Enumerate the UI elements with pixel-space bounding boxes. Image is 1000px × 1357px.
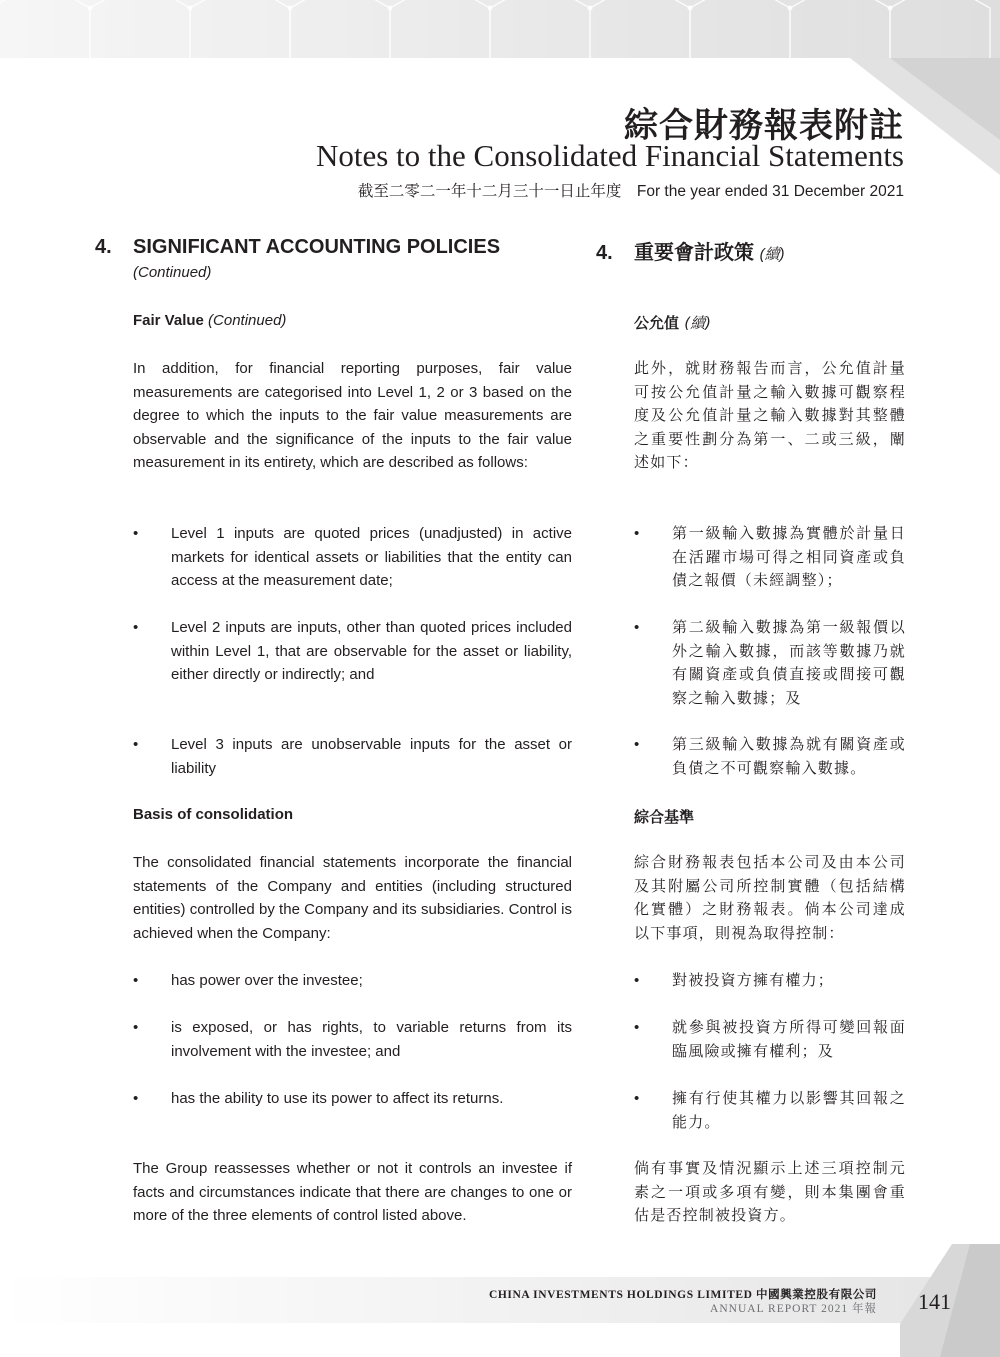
- level-2-text: Level 2 inputs are inputs, other than quoted prices included within Level 1, that are observable for the asset or liability, either directly or indirectly; and: [171, 619, 572, 683]
- basis-of-consolidation-heading: 綜合基準: [634, 808, 695, 826]
- bullet-icon: •: [133, 525, 139, 542]
- section-heading: [95, 236, 500, 259]
- footer-company-name: CHINA INVESTMENTS HOLDINGS LIMITED 中國興業控股有限公司: [488, 1289, 877, 1301]
- basis-intro-paragraph: The consolidated financial statements incorporate the financial statements of the Company and entities (including structured entities) controlled by the Company and its subsidiaries. Control is achieved when the Company:: [133, 854, 572, 942]
- reassess-paragraph: The Group reassesses whether or not it controls an investee if facts and circumstances indicate that there are changes to one or more of the three elements of control listed above.: [133, 1160, 572, 1224]
- section-number: 4.: [95, 236, 112, 258]
- reporting-period: 截至二零二一年十二月三十一日止年度 For the year ended 31 December 2021: [357, 183, 904, 200]
- level-1-text: Level 1 inputs are quoted prices (unadjusted) in active markets for identical assets or liabilities that the entity can access at the measurement date;: [171, 525, 572, 589]
- section-heading: [596, 236, 785, 265]
- bullet-icon: •: [634, 525, 640, 542]
- bullet-icon: •: [133, 972, 139, 989]
- control-item-2-text: 就參與被投資方所得可變回報面臨風險或擁有權利；及: [672, 1018, 906, 1060]
- fair-value-intro-paragraph: In addition, for financial reporting purposes, fair value measurements are categorised into Level 1, 2 or 3 based on the degree to which the inputs to the fair value measurements are observable and the significance of the inputs to the fair value measurement in its entirety, which are described as follows:: [133, 360, 572, 471]
- level-3-text: 第三級輸入數據為就有關資產或負債之不可觀察輸入數據。: [672, 735, 906, 777]
- fair-value-continued-label: (續): [684, 314, 711, 332]
- section-continued-label: (續): [759, 246, 785, 263]
- control-item-3-text: 擁有行使其權力以影響其回報之能力。: [672, 1089, 906, 1131]
- section-title: SIGNIFICANT ACCOUNTING POLICIES: [133, 236, 501, 258]
- fair-value-heading-text: 公允值: [634, 314, 680, 332]
- control-item-1-text: has power over the investee;: [171, 972, 363, 989]
- bullet-icon: •: [634, 619, 640, 636]
- fair-value-continued-label: (Continued): [208, 312, 287, 329]
- section-continued-label: (Continued): [133, 264, 212, 281]
- control-item-2-text: is exposed, or has rights, to variable returns from its involvement with the investee; and: [171, 1019, 572, 1060]
- fair-value-heading: [634, 312, 711, 333]
- basis-of-consolidation-heading: Basis of consolidation: [133, 806, 294, 823]
- bullet-icon: •: [634, 1090, 640, 1107]
- control-item-1-text: 對被投資方擁有權力；: [672, 971, 835, 989]
- page-number: 141: [918, 1289, 951, 1314]
- footer-report-label: ANNUAL REPORT 2021 年報: [710, 1303, 877, 1315]
- bullet-icon: •: [133, 1090, 139, 1107]
- control-item-3-text: has the ability to use its power to affect its returns.: [171, 1090, 504, 1107]
- basis-intro-paragraph: 綜合財務報表包括本公司及由本公司及其附屬公司所控制實體（包括結構化實體）之財務報表。倘本公司達成以下事項，則視為取得控制：: [634, 853, 906, 942]
- section-title: 重要會計政策: [634, 240, 754, 264]
- bullet-icon: •: [133, 1019, 139, 1036]
- fair-value-heading: [133, 312, 286, 329]
- page-title-english: Notes to the Consolidated Financial Statements: [315, 138, 904, 173]
- level-2-text: 第二級輸入數據為第一級報價以外之輸入數據，而該等數據乃就有關資產或負債直接或間接可觀察之輸入數據；及: [672, 618, 906, 707]
- reassess-paragraph: 倘有事實及情況顯示上述三項控制元素之一項或多項有變，則本集團會重估是否控制被投資方。: [634, 1159, 906, 1224]
- page-title-chinese: 綜合財務報表附註: [624, 106, 904, 146]
- bullet-icon: •: [634, 972, 640, 989]
- level-3-text: Level 3 inputs are unobservable inputs for the asset or liability: [171, 736, 572, 777]
- section-number: 4.: [596, 242, 613, 264]
- fair-value-intro-paragraph: 此外，就財務報告而言，公允值計量可按公允值計量之輸入數據可觀察程度及公允值計量之輸入數據對其整體之重要性劃分為第一、二或三級，闡述如下：: [634, 359, 906, 471]
- level-1-text: 第一級輸入數據為實體於計量日在活躍市場可得之相同資產或負債之報價（未經調整）；: [672, 524, 906, 589]
- fair-value-heading-text: Fair Value: [133, 312, 204, 329]
- bullet-icon: •: [133, 619, 139, 636]
- bullet-icon: •: [133, 736, 139, 753]
- bullet-icon: •: [634, 736, 640, 753]
- bullet-icon: •: [634, 1019, 640, 1036]
